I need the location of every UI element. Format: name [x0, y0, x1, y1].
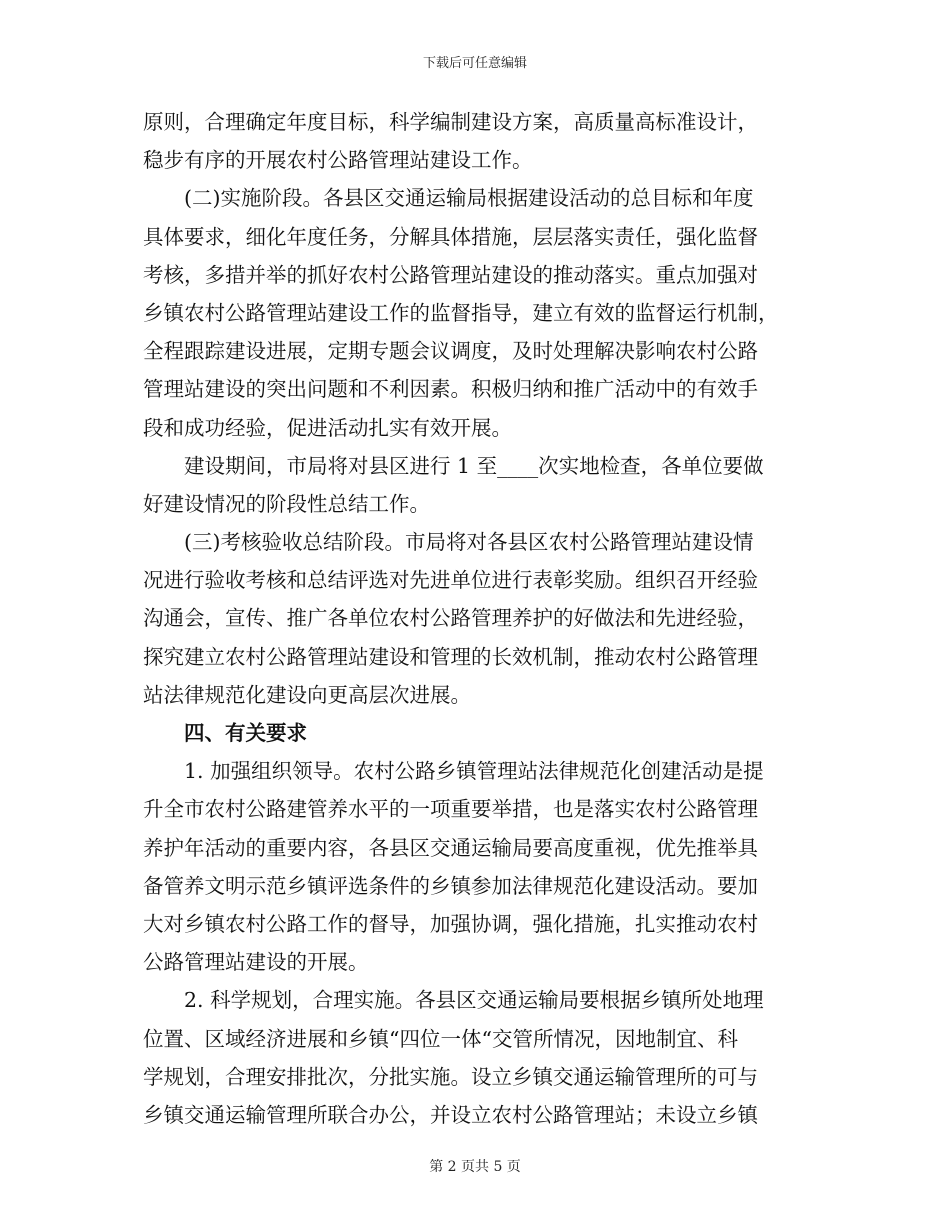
text-line: 原则，合理确定年度目标，科学编制建设方案，高质量高标准设计，	[143, 110, 758, 134]
text-line: 大对乡镇农村公路工作的督导，加强协调，强化措施，扎实推动农村	[143, 911, 758, 936]
text-line: 公路管理站建设的开展。	[143, 950, 369, 975]
text-line: 位置、区域经济进展和乡镇“四位一体“交管所情况，因地制宜、科	[143, 1026, 738, 1051]
text-line: 稳步有序的开展农村公路管理站建设工作。	[143, 148, 533, 173]
text-line: 段和成功经验，促进活动扎实有效开展。	[143, 415, 512, 440]
text-line: 站法律规范化建设向更高层次进展。	[143, 682, 471, 707]
text-line: 乡镇农村公路管理站建设工作的监督指导，建立有效的监督运行机制，	[143, 300, 779, 325]
text-line: 建设期间，市局将对县区进行 1 至____次实地检查，各单位要做	[184, 453, 764, 478]
text-line: 1. 加强组织领导。农村公路乡镇管理站法律规范化创建活动是提	[184, 759, 764, 784]
text-line: 备管养文明示范乡镇评选条件的乡镇参加法律规范化建设活动。要加	[143, 873, 758, 898]
text-line: 好建设情况的阶段性总结工作。	[143, 491, 430, 516]
text-line: 养护年活动的重要内容，各县区交通运输局要高度重视，优先推举具	[143, 835, 758, 860]
text-line: 探究建立农村公路管理站建设和管理的长效机制，推动农村公路管理	[143, 644, 758, 669]
text-line: 管理站建设的突出问题和不利因素。积极归纳和推广活动中的有效手	[143, 377, 758, 402]
text-line: 具体要求，细化年度任务，分解具体措施，层层落实责任，强化监督	[143, 224, 758, 249]
document-body	[143, 103, 811, 1134]
text-line: 2. 科学规划，合理实施。各县区交通运输局要根据乡镇所处地理	[184, 988, 764, 1013]
text-line: 升全市农村公路建管养水平的一项重要举措，也是落实农村公路管理	[143, 797, 758, 822]
text-line: (三)考核验收总结阶段。市局将对各县区农村公路管理站建设情	[184, 530, 754, 555]
text-line: 乡镇交通运输管理所联合办公，并设立农村公路管理站；未设立乡镇	[143, 1102, 758, 1127]
text-line: 全程跟踪建设进展，定期专题会议调度，及时处理解决影响农村公路	[143, 339, 758, 364]
page-footer: 第 2 页共 5 页	[429, 1159, 521, 1175]
text-line: 考核，多措并举的抓好农村公路管理站建设的推动落实。重点加强对	[143, 262, 758, 287]
text-line: 况进行验收考核和总结评选对先进单位进行表彰奖励。组织召开经验	[143, 568, 758, 593]
text-line: 学规划，合理安排批次，分批实施。设立乡镇交通运输管理所的可与	[143, 1064, 758, 1089]
text-line: (二)实施阶段。各县区交通运输局根据建设活动的总目标和年度	[184, 186, 754, 211]
section-heading: 四、有关要求	[184, 721, 307, 745]
text-line: 沟通会，宣传、推广各单位农村公路管理养护的好做法和先进经验，	[143, 606, 758, 631]
page-header: 下载后可任意编辑	[422, 56, 527, 71]
